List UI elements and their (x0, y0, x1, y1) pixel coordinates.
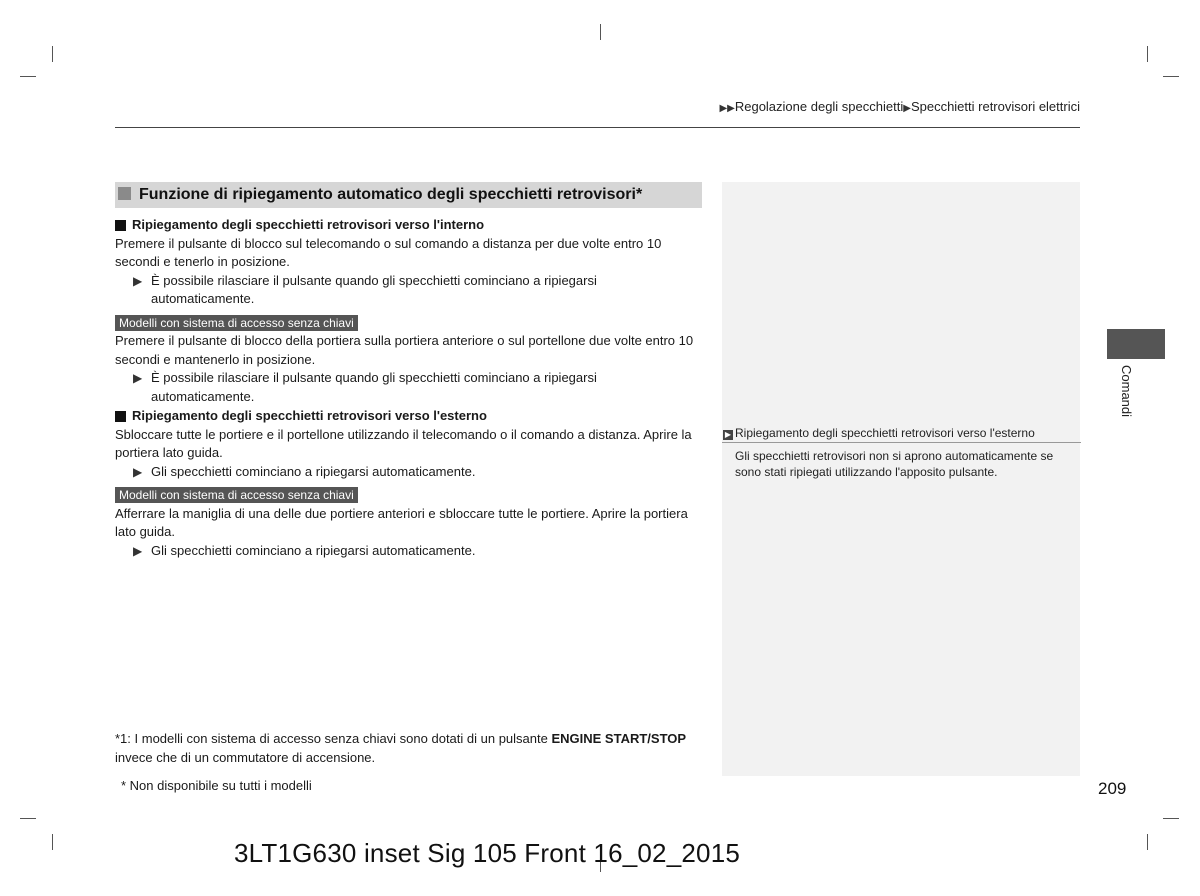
crop-mark (1163, 76, 1179, 77)
bullet-square-icon (115, 220, 126, 231)
subheading-outward (115, 407, 702, 426)
paragraph: Sbloccare tutte le portiere e il portellone utilizzando il telecomando o il comando a distanza. Aprire la portiera lato guida. (115, 426, 692, 460)
play-arrow-icon: ▶ (133, 464, 143, 479)
section-title-text: Funzione di ripiegamento automatico degli specchietti retrovisori* (139, 186, 643, 203)
play-arrow-icon: ▶ (133, 273, 143, 288)
chapter-tab-label: Comandi (1119, 365, 1134, 418)
sidebar-panel (722, 182, 1080, 776)
subheading-inward (115, 216, 702, 235)
footnote-text: invece che di un commutatore di accensione. (115, 750, 376, 765)
model-tag: Modelli con sistema di accesso senza chiavi (115, 487, 358, 503)
square-icon (118, 187, 131, 200)
bullet-square-icon (115, 411, 126, 422)
reference-icon: ▶ (724, 430, 732, 439)
note (115, 463, 702, 482)
crop-mark (20, 76, 36, 77)
print-imprint: 3LT1G630 inset Sig 105 Front 16_02_2015 (234, 838, 741, 868)
play-arrow-icon: ▶▶ (719, 103, 735, 114)
note (115, 272, 702, 309)
subheading-inward-text: Ripiegamento degli specchietti retrovisori verso l'interno (132, 217, 485, 232)
footnote-availability: * Non disponibile su tutti i modelli (121, 778, 312, 793)
paragraph: Premere il pulsante di blocco sul telecomando o sul comando a distanza per due volte entro 10 secondi e tenerlo in posizione. (115, 235, 662, 269)
footnote-bold: ENGINE START/STOP (551, 731, 687, 746)
paragraph: Afferrare la maniglia di una delle due portiere anteriori e sbloccare tutte le portiere. Aprire la portiera lato guida. (115, 505, 688, 539)
main-content (115, 182, 702, 560)
sidebar-title-text: Ripiegamento degli specchietti retrovisori verso l'esterno (735, 426, 1035, 440)
model-tag: Modelli con sistema di accesso senza chiavi (115, 315, 358, 331)
note-text: Gli specchietti cominciano a ripiegarsi automaticamente. (151, 463, 476, 479)
crop-mark (20, 818, 36, 819)
play-arrow-icon: ▶ (133, 543, 143, 558)
subheading-outward-text: Ripiegamento degli specchietti retrovisori verso l'esterno (132, 408, 487, 423)
footnote-keyless (115, 729, 715, 767)
note (115, 369, 702, 406)
breadcrumb (719, 99, 1080, 114)
breadcrumb-item-2: Specchietti retrovisori elettrici (910, 99, 1080, 114)
header-rule (115, 127, 1080, 128)
section-title (115, 182, 702, 208)
chapter-tab (1107, 329, 1165, 359)
note (115, 542, 702, 561)
sidebar-text: Gli specchietti retrovisori non si aprono automaticamente se sono stati ripiegati utilizzando l'apposito pulsante. (735, 449, 1054, 479)
crop-mark (52, 834, 53, 850)
play-arrow-icon: ▶ (903, 103, 911, 114)
crop-mark (1163, 818, 1179, 819)
sidebar-title (722, 426, 1081, 443)
note-text: È possibile rilasciare il pulsante quando gli specchietti cominciano a ripiegarsi automaticamente. (151, 370, 597, 404)
crop-mark (600, 24, 601, 40)
note-text: È possibile rilasciare il pulsante quando gli specchietti cominciano a ripiegarsi automaticamente. (151, 272, 597, 306)
crop-mark (1147, 46, 1148, 62)
play-arrow-icon: ▶ (133, 371, 143, 385)
paragraph: Premere il pulsante di blocco della portiera sulla portiera anteriore o sul portellone due volte entro 10 secondi e mantenerlo in posizione. (115, 333, 694, 367)
breadcrumb-item-1: Regolazione degli specchietti (734, 99, 904, 114)
crop-mark (1147, 834, 1148, 850)
footnote-text: *1: I modelli con sistema di accesso senza chiavi sono dotati di un pulsante (115, 731, 552, 746)
page-number: 209 (1098, 779, 1127, 798)
note-text: Gli specchietti cominciano a ripiegarsi automaticamente. (151, 542, 476, 558)
crop-mark (52, 46, 53, 62)
